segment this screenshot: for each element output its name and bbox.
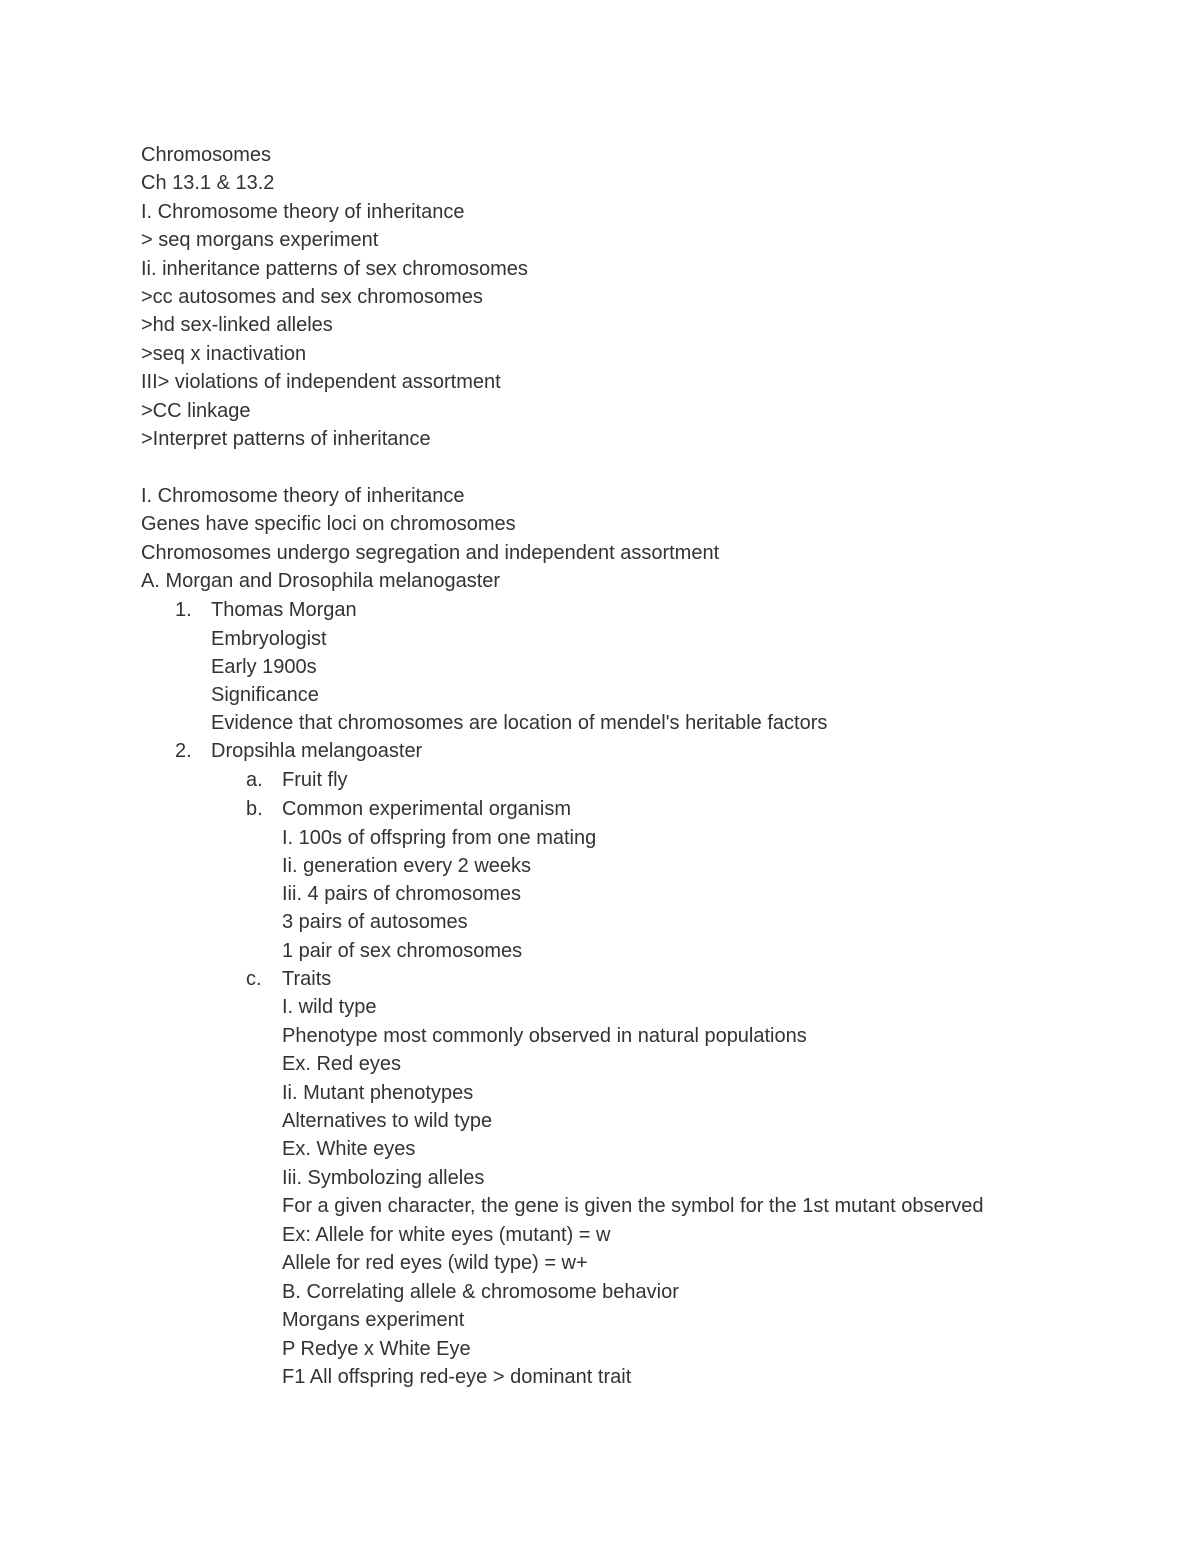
text-line: B. Correlating allele & chromosome behavior <box>282 1281 679 1303</box>
text-line: Embryologist <box>211 628 327 650</box>
text-line: I. Chromosome theory of inheritance <box>141 201 465 223</box>
text-line: F1 All offspring red-eye > dominant trait <box>282 1366 632 1388</box>
text-line: P Redye x White Eye <box>282 1338 471 1360</box>
text-line: >cc autosomes and sex chromosomes <box>141 286 483 308</box>
text-line: Fruit fly <box>282 769 348 791</box>
list-marker: 2. <box>175 740 192 762</box>
text-line: Traits <box>282 968 332 990</box>
text-line: I. Chromosome theory of inheritance <box>141 485 465 507</box>
text-line: Alternatives to wild type <box>282 1110 493 1132</box>
text-line: Dropsihla melangoaster <box>211 740 423 762</box>
list-marker: b. <box>246 798 263 820</box>
text-line: Chromosomes undergo segregation and independent assortment <box>141 542 720 564</box>
text-line: Evidence that chromosomes are location of mendel's heritable factors <box>211 712 828 734</box>
text-line: Ex. White eyes <box>282 1138 416 1160</box>
text-line: Significance <box>211 684 319 706</box>
text-line: Iii. Symbolozing alleles <box>282 1167 485 1189</box>
text-line: Genes have specific loci on chromosomes <box>141 513 516 535</box>
text-line: Early 1900s <box>211 656 317 678</box>
text-line: Iii. 4 pairs of chromosomes <box>282 883 521 905</box>
text-line: >hd sex-linked alleles <box>141 314 333 336</box>
text-line: >Interpret patterns of inheritance <box>141 428 431 450</box>
text-line: Morgans experiment <box>282 1309 465 1331</box>
text-line: III> violations of independent assortment <box>141 371 501 393</box>
text-line: Ex. Red eyes <box>282 1053 401 1075</box>
text-line: 1 pair of sex chromosomes <box>282 940 523 962</box>
text-line: For a given character, the gene is given the symbol for the 1st mutant observed <box>282 1195 984 1217</box>
text-line: Allele for red eyes (wild type) = w+ <box>282 1252 588 1274</box>
text-line: >CC linkage <box>141 400 251 422</box>
text-line: A. Morgan and Drosophila melanogaster <box>141 570 501 592</box>
text-line: Common experimental organism <box>282 798 572 820</box>
text-line: >seq x inactivation <box>141 343 307 365</box>
text-line: Ii. generation every 2 weeks <box>282 855 532 877</box>
text-line: 3 pairs of autosomes <box>282 911 468 933</box>
document-title: Chromosomes <box>141 144 272 166</box>
list-marker: 1. <box>175 599 192 621</box>
text-line: Phenotype most commonly observed in natural populations <box>282 1025 807 1047</box>
list-marker: c. <box>246 968 262 990</box>
text-line: Thomas Morgan <box>211 599 357 621</box>
text-line: Ii. Mutant phenotypes <box>282 1082 474 1104</box>
text-line: I. wild type <box>282 996 377 1018</box>
text-line: > seq morgans experiment <box>141 229 379 251</box>
list-marker: a. <box>246 769 263 791</box>
text-line: I. 100s of offspring from one mating <box>282 827 597 849</box>
text-line: Ch 13.1 & 13.2 <box>141 172 275 194</box>
text-line: Ex: Allele for white eyes (mutant) = w <box>282 1224 611 1246</box>
text-line: Ii. inheritance patterns of sex chromosomes <box>141 258 528 280</box>
